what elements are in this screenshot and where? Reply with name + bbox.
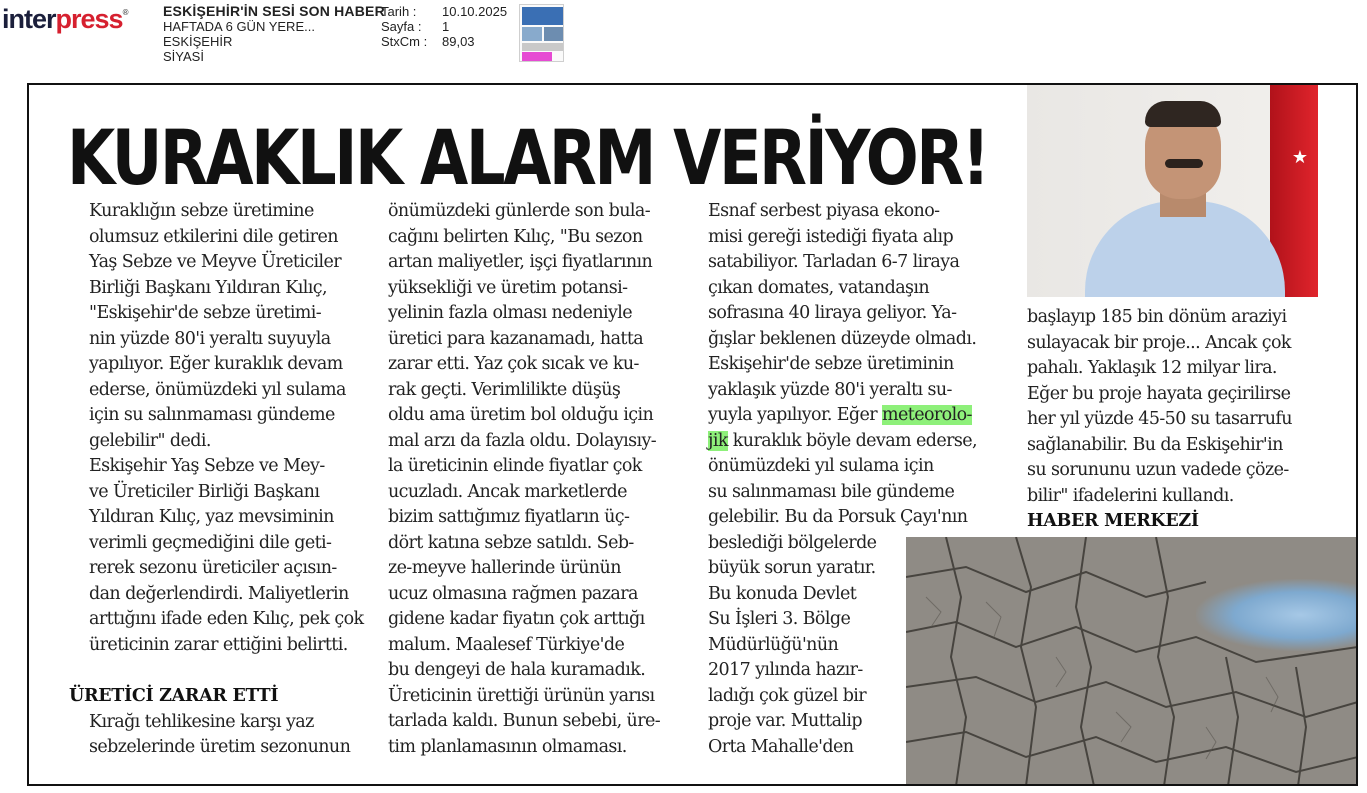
article-frame [27, 83, 1358, 786]
text-run: kuraklık böyle devam ederse, önümüzdeki yıl sulama için su salınmaması bile gündeme gelebilir. Bu da Porsuk Çayı'nın beslediği bölgelerde büyük sorun yaratır. Bu konuda Devlet Su İşleri 3. Bölge Müdürlüğü'nün 2017 yılında hazır- ladığı çok güzel bir proje var. Muttalip Orta Mahalle'den [708, 430, 977, 757]
flag-star-icon: ★ [1291, 147, 1308, 168]
publication-category: SİYASİ [163, 49, 204, 64]
page-label: Sayfa : [381, 19, 422, 34]
subheading: ÜRETİCİ ZARAR ETTİ [69, 686, 279, 706]
logo-text-press: press [55, 4, 123, 34]
publication-city: ESKİŞEHİR [163, 34, 233, 49]
byline: HABER MERKEZİ [1027, 511, 1199, 531]
article-column-2 [388, 199, 698, 760]
registered-mark: ® [122, 8, 128, 17]
highlighted-term: meteorolo- [882, 405, 972, 425]
interpress-logo [2, 4, 127, 35]
page-value: 1 [442, 19, 450, 34]
article-column-4 [1027, 305, 1337, 535]
paragraph: başlayıp 185 bin dönüm araziyi sulayacak bir proje... Ancak çok pahalı. Yaklaşık 12 milyar lira. Eğer bu proje hayata geçirilirse her yıl yüzde 45-50 su tasarrufu sağlanabilir. Bu da Eskişehir'in su sorununu uzun vadede çöze- bilir" ifadelerini kullandı. [1027, 307, 1292, 506]
paragraph: önümüzdeki günlerde son bula- cağını belirten Kılıç, "Bu sezon artan maliyetler, işçi fiyatlarının yüksekliği ve üretim potansi- yelinin fazla olması nedeniyle üretici para kazanamadı, hatta zarar etti. Yaz çok sıcak ve ku- rak geçti. Verimlilikte düşüş oldu ama üretim bol olduğu için mal arzı da fazla oldu. Dolayısıy- la üreticinin elinde fiyatlar çok ucuzladı. Ancak marketlerde bizim sattığımız fiyatların üç- dört katına sebze satıldı. Seb- ze-meyve hallerinde ürünün ucuz olmasına rağmen pazara gidene kadar fiyatın çok arttığı malum. Maalesef Türkiye'de bu dengeyi de hala kuramadık. Üreticinin ürettiği ürünün yarısı tarlada kaldı. Bunun sebebi, üre- tim planlamasının olmaması. [388, 201, 661, 757]
highlighted-term-cont: jik [708, 430, 728, 451]
stxcm-value: 89,03 [442, 34, 475, 49]
publication-name: ESKİŞEHİR'İN SESİ SON HABER [163, 3, 385, 19]
paragraph: Eskişehir Yaş Sebze ve Mey- ve Üreticiler Birliği Başkanı Yıldıran Kılıç, yaz mevsiminin verimli geçmediğini dile geti- rerek sezonu üreticiler açısın- dan değerlendirdi. Maliyetlerin arttığını ifade eden Kılıç, pek çok üreticinin zarar ettiğini belirtti. [89, 456, 364, 655]
text-run: Esnaf serbest piyasa ekono- misi gereği istediği fiyata alıp satabiliyor. Tarladan 6-7 liraya çıkan domates, vatandaşın sofrasına 40 liraya geliyor. Ya- ğışlar beklenen düzeyde olmadı. Eskişehir'de sebze üretiminin yaklaşık yüzde 80'i yeraltı su- yuyla yapılıyor. Eğer [708, 201, 977, 425]
paragraph: Kuraklığın sebze üretimine olumsuz etkilerini dile getiren Yaş Sebze ve Meyve Üreticiler Birliği Başkanı Yıldıran Kılıç, "Eskişehir'de sebze üretimi- nin yüzde 80'i yeraltı suyuyla yapılıyor. Eğer kuraklık devam ederse, önümüzdeki yıl sulama için su salınmaması gündeme gelebilir" dedi. [89, 201, 346, 451]
portrait-photo [1027, 83, 1318, 297]
date-value: 10.10.2025 [442, 4, 508, 19]
paragraph: Kırağı tehlikesine karşı yaz sebzelerinde üretim sezonunun [89, 711, 351, 757]
earth-cracks [906, 537, 1358, 786]
article-column-1 [69, 199, 369, 761]
date-label: Tarih : [381, 4, 417, 19]
stxcm-label: StxCm : [381, 34, 428, 49]
article-headline: KURAKLIK ALARM VERİYOR! [67, 113, 988, 202]
page-thumbnail[interactable] [519, 4, 564, 62]
cracked-earth-photo [906, 537, 1358, 786]
publication-info [163, 4, 385, 64]
logo-text-inter: inter [2, 4, 56, 34]
publication-frequency: HAFTADA 6 GÜN YERE... [163, 19, 315, 34]
meta-values [442, 4, 742, 49]
